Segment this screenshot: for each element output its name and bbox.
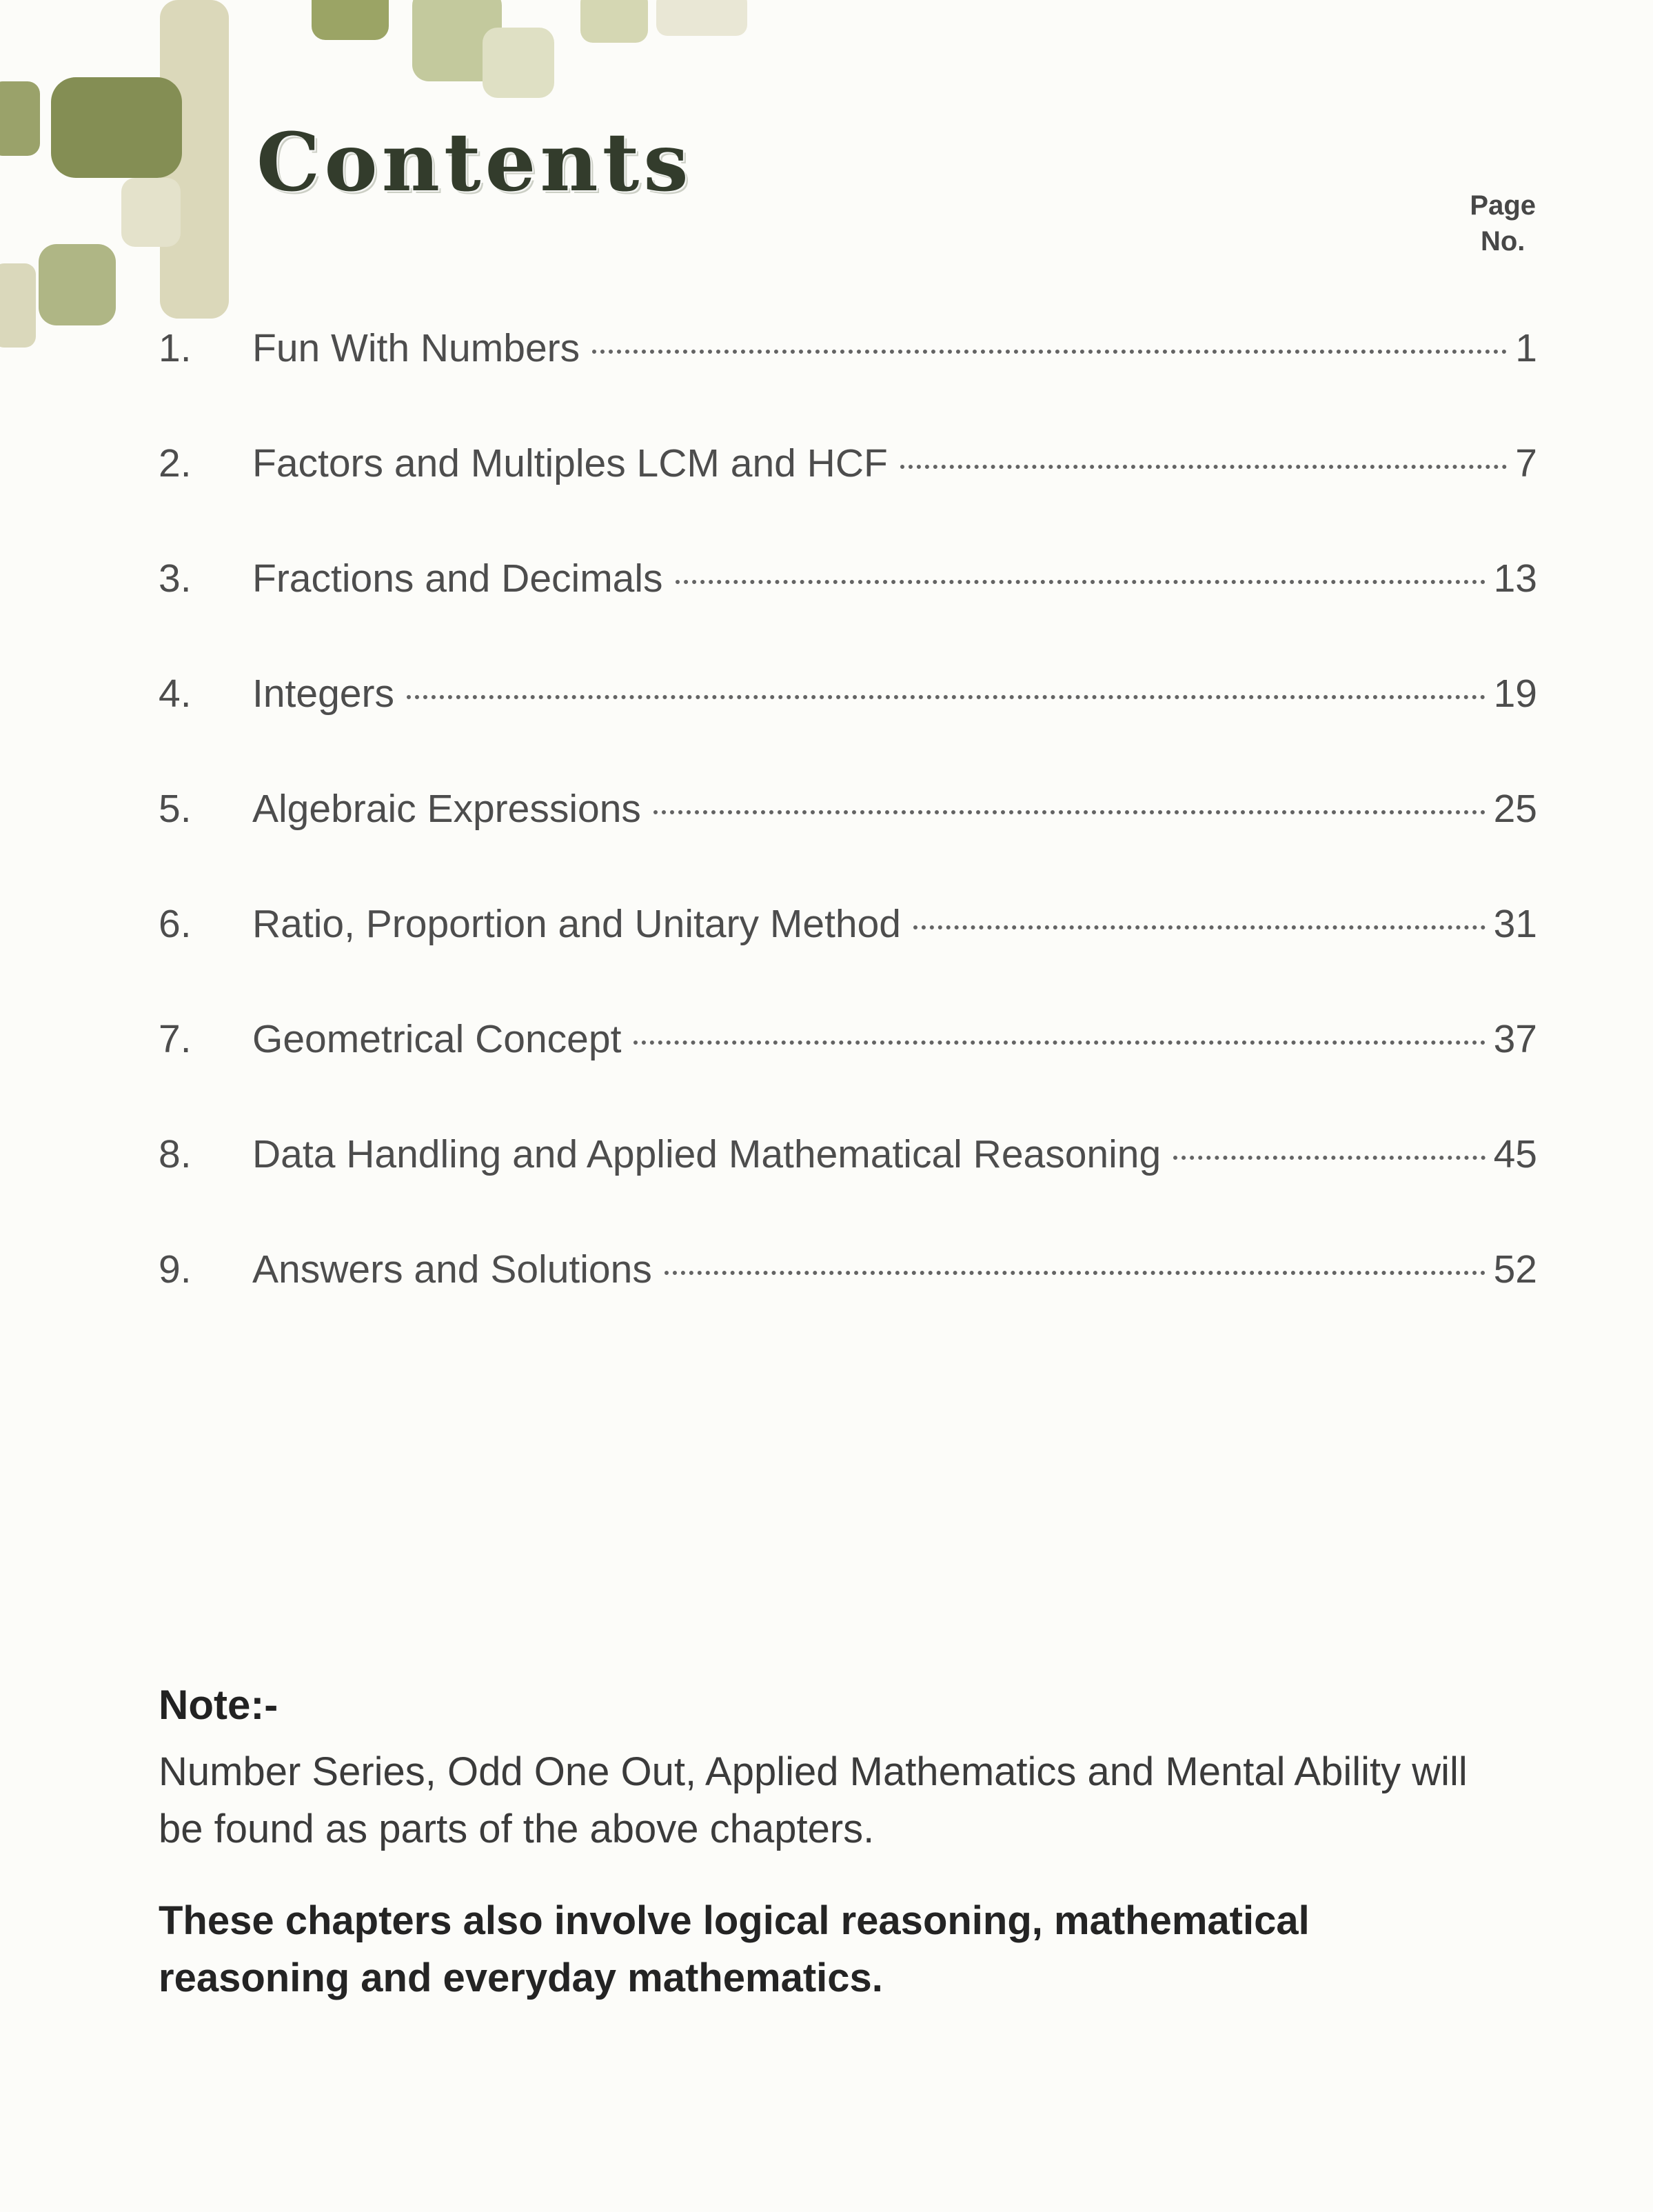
toc-entry-number: 6. — [159, 902, 192, 946]
toc-entry — [159, 901, 1537, 949]
toc-entry-page: 25 — [1493, 787, 1537, 831]
toc-entry-title: Answers and Solutions — [252, 1247, 652, 1291]
page-number-column-header-line2: No. — [1480, 226, 1525, 257]
toc-entry — [159, 556, 1537, 604]
decorative-square — [0, 263, 36, 348]
toc-entry — [159, 786, 1537, 834]
toc-entry-number: 4. — [159, 672, 192, 716]
toc-entry-number: 1. — [159, 326, 192, 370]
toc-entry-title: Geometrical Concept — [252, 1017, 622, 1061]
toc-entry — [159, 671, 1537, 719]
note-body-text: Number Series, Odd One Out, Applied Mathematics and Mental Ability will be found as parts of the above chapters. — [159, 1749, 1468, 1851]
toc-dot-leader — [407, 695, 1485, 699]
page-number-column-header-line1: Page — [1470, 190, 1536, 221]
decorative-square — [39, 244, 116, 325]
toc-entry — [159, 325, 1537, 374]
toc-entry-number: 2. — [159, 441, 192, 485]
page-number-column-header — [1470, 188, 1536, 259]
decorative-square — [121, 178, 181, 247]
note-section — [159, 1681, 1530, 2007]
table-of-contents — [159, 325, 1537, 1362]
toc-entry-page: 37 — [1493, 1017, 1537, 1061]
toc-entry-title: Data Handling and Applied Mathematical Reasoning — [252, 1132, 1162, 1176]
toc-entry-number: 8. — [159, 1132, 192, 1176]
toc-entry — [159, 1132, 1537, 1180]
decorative-square — [483, 28, 554, 98]
decorative-square — [580, 0, 648, 43]
decorative-square — [0, 81, 40, 156]
toc-entry-title: Algebraic Expressions — [252, 787, 641, 831]
toc-dot-leader — [900, 465, 1507, 469]
note-emphasis-text: These chapters also involve logical reasoning, mathematical reasoning and everyday mathematics. — [159, 1898, 1310, 2000]
decorative-square — [51, 77, 182, 178]
toc-entry-page: 45 — [1493, 1132, 1537, 1176]
toc-dot-leader — [653, 810, 1485, 814]
toc-entry — [159, 1016, 1537, 1065]
toc-entry-page: 7 — [1515, 441, 1537, 485]
toc-entry-page: 31 — [1493, 902, 1537, 946]
toc-entry-page: 1 — [1515, 326, 1537, 370]
page-title: Contents — [256, 116, 693, 210]
toc-entry-title: Fun With Numbers — [252, 326, 580, 370]
toc-dot-leader — [913, 925, 1485, 929]
decorative-square — [312, 0, 389, 40]
toc-entry-page: 52 — [1493, 1247, 1537, 1291]
toc-entry-number: 7. — [159, 1017, 192, 1061]
toc-dot-leader — [633, 1040, 1485, 1045]
toc-entry-number: 5. — [159, 787, 192, 831]
toc-entry-title: Integers — [252, 672, 394, 716]
toc-dot-leader — [592, 350, 1507, 354]
toc-entry — [159, 441, 1537, 489]
toc-entry-number: 3. — [159, 556, 192, 601]
toc-dot-leader — [1173, 1156, 1485, 1160]
decorative-square — [656, 0, 747, 36]
toc-entry-page: 13 — [1493, 556, 1537, 601]
toc-entry-page: 19 — [1493, 672, 1537, 716]
toc-dot-leader — [665, 1271, 1485, 1275]
toc-dot-leader — [676, 580, 1485, 584]
toc-entry — [159, 1247, 1537, 1295]
toc-entry-title: Factors and Multiples LCM and HCF — [252, 441, 888, 485]
toc-entry-title: Ratio, Proportion and Unitary Method — [252, 902, 902, 946]
toc-entry-title: Fractions and Decimals — [252, 556, 663, 601]
toc-entry-number: 9. — [159, 1247, 192, 1291]
note-heading: Note:- — [159, 1682, 278, 1728]
